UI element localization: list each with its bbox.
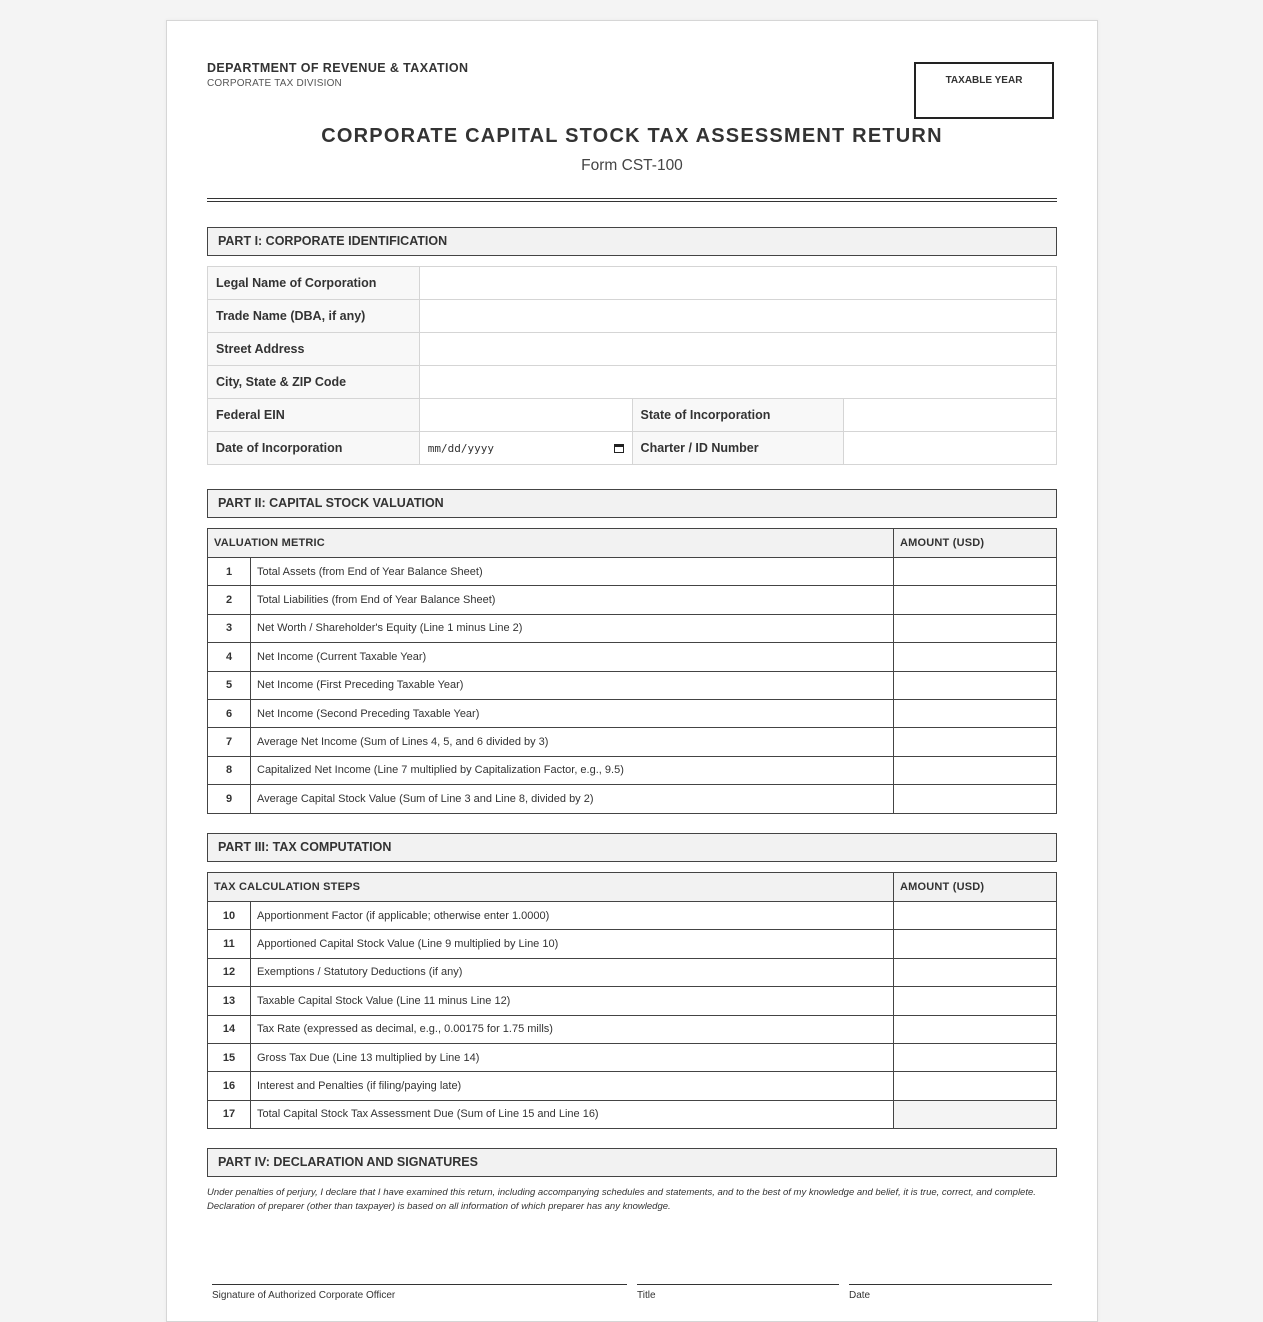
officer-signature-line[interactable] — [212, 1284, 627, 1301]
amount-input[interactable] — [895, 735, 1055, 749]
table-row — [208, 366, 1057, 399]
date-label: Date — [849, 1290, 871, 1301]
line-description: Net Income (Current Taxable Year) — [251, 643, 894, 671]
table-row — [208, 699, 1057, 727]
amount-input[interactable] — [895, 621, 1055, 635]
corporate-identification-table — [207, 266, 1057, 465]
date-placeholder: mm/dd/yyyy — [427, 441, 495, 455]
street-address-input[interactable] — [428, 341, 1052, 357]
date-of-incorporation-label: Date of Incorporation — [208, 432, 420, 465]
part3-header: PART III: TAX COMPUTATION — [207, 833, 1057, 862]
form-number: Form CST-100 — [581, 157, 683, 174]
line-description: Net Worth / Shareholder's Equity (Line 1 minus Line 2) — [251, 614, 894, 642]
table-row — [208, 300, 1057, 333]
part2-header: PART II: CAPITAL STOCK VALUATION — [207, 489, 1057, 518]
line-description: Tax Rate (expressed as decimal, e.g., 0.00175 for 1.75 mills) — [251, 1015, 894, 1043]
table-row — [208, 756, 1057, 784]
amount-input[interactable] — [895, 1107, 1055, 1121]
line-description: Total Capital Stock Tax Assessment Due (Sum of Line 15 and Line 16) — [251, 1100, 894, 1128]
line-description: Average Capital Stock Value (Sum of Line 3 and Line 8, divided by 2) — [251, 785, 894, 813]
table-row — [208, 728, 1057, 756]
tax-steps-header: TAX CALCULATION STEPS — [208, 873, 894, 902]
table-header-row — [208, 529, 1057, 558]
line-number: 11 — [208, 930, 251, 958]
line-description: Net Income (Second Preceding Taxable Year) — [251, 699, 894, 727]
line-number: 12 — [208, 958, 251, 986]
amount-input[interactable] — [895, 565, 1055, 579]
line-number: 15 — [208, 1043, 251, 1071]
state-of-incorporation-input[interactable] — [852, 407, 1052, 423]
line-number: 8 — [208, 756, 251, 784]
table-row — [208, 987, 1057, 1015]
table-row — [208, 930, 1057, 958]
trade-name-label: Trade Name (DBA, if any) — [208, 300, 420, 333]
calendar-icon[interactable] — [614, 444, 624, 453]
line-number: 10 — [208, 902, 251, 930]
amount-input[interactable] — [895, 965, 1055, 979]
line-description: Apportionment Factor (if applicable; otherwise enter 1.0000) — [251, 902, 894, 930]
division-name: CORPORATE TAX DIVISION — [207, 78, 342, 89]
officer-signature-label: Signature of Authorized Corporate Officer — [212, 1290, 396, 1301]
form-title: CORPORATE CAPITAL STOCK TAX ASSESSMENT RETURN — [321, 125, 943, 147]
table-row — [208, 671, 1057, 699]
line-number: 9 — [208, 785, 251, 813]
header-divider — [207, 198, 1057, 202]
part4-header: PART IV: DECLARATION AND SIGNATURES — [207, 1148, 1057, 1177]
part1-header: PART I: CORPORATE IDENTIFICATION — [207, 227, 1057, 256]
department-block — [207, 61, 468, 89]
table-row — [208, 1043, 1057, 1071]
amount-input[interactable] — [895, 937, 1055, 951]
city-state-zip-input[interactable] — [428, 374, 1052, 390]
line-number: 7 — [208, 728, 251, 756]
taxable-year-box — [914, 62, 1054, 119]
amount-input[interactable] — [895, 1022, 1055, 1036]
amount-input[interactable] — [895, 707, 1055, 721]
amount-input[interactable] — [895, 1079, 1055, 1093]
table-header-row — [208, 873, 1057, 902]
date-signature-line[interactable] — [849, 1284, 1052, 1301]
declaration-text: Under penalties of perjury, I declare that I have examined this return, including accompanying schedules and statements, and to the best of my knowledge and belief, it is true, correct, and complete. Declaration of preparer (other than taxpayer) is based on all information of which preparer has any knowledge. — [207, 1187, 1036, 1212]
line-number: 1 — [208, 558, 251, 586]
table-row — [208, 586, 1057, 614]
taxable-year-label: TAXABLE YEAR — [945, 75, 1023, 86]
date-of-incorporation-input[interactable] — [428, 442, 624, 455]
taxable-year-input[interactable] — [922, 92, 1046, 110]
charter-id-label: Charter / ID Number — [632, 432, 844, 465]
state-of-incorporation-label: State of Incorporation — [632, 399, 844, 432]
line-number: 2 — [208, 586, 251, 614]
line-number: 16 — [208, 1072, 251, 1100]
line-description: Gross Tax Due (Line 13 multiplied by Line 14) — [251, 1043, 894, 1071]
line-number: 14 — [208, 1015, 251, 1043]
line-description: Total Assets (from End of Year Balance Sheet) — [251, 558, 894, 586]
federal-ein-label: Federal EIN — [208, 399, 420, 432]
department-name: DEPARTMENT OF REVENUE & TAXATION — [207, 61, 469, 75]
line-description: Net Income (First Preceding Taxable Year) — [251, 671, 894, 699]
table-row — [208, 958, 1057, 986]
line-description: Taxable Capital Stock Value (Line 11 minus Line 12) — [251, 987, 894, 1015]
line-description: Capitalized Net Income (Line 7 multiplied by Capitalization Factor, e.g., 9.5) — [251, 756, 894, 784]
line-number: 3 — [208, 614, 251, 642]
line-number: 13 — [208, 987, 251, 1015]
line-description: Total Liabilities (from End of Year Balance Sheet) — [251, 586, 894, 614]
amount-header: AMOUNT (USD) — [894, 873, 1057, 902]
line-number: 4 — [208, 643, 251, 671]
table-row — [208, 1072, 1057, 1100]
table-row — [208, 267, 1057, 300]
amount-input[interactable] — [895, 763, 1055, 777]
street-address-label: Street Address — [208, 333, 420, 366]
amount-input[interactable] — [895, 650, 1055, 664]
amount-input[interactable] — [895, 909, 1055, 923]
city-state-zip-label: City, State & ZIP Code — [208, 366, 420, 399]
amount-input[interactable] — [895, 994, 1055, 1008]
table-row — [208, 643, 1057, 671]
table-row — [208, 1015, 1057, 1043]
tax-computation-table — [207, 872, 1057, 1129]
line-number: 17 — [208, 1100, 251, 1128]
title-label: Title — [637, 1290, 656, 1301]
table-row — [208, 902, 1057, 930]
line-description: Interest and Penalties (if filing/paying late) — [251, 1072, 894, 1100]
amount-input[interactable] — [895, 678, 1055, 692]
charter-id-input[interactable] — [852, 440, 1052, 456]
amount-input[interactable] — [895, 792, 1055, 806]
line-description: Average Net Income (Sum of Lines 4, 5, and 6 divided by 3) — [251, 728, 894, 756]
amount-input[interactable] — [895, 593, 1055, 607]
table-row — [208, 399, 1057, 432]
table-row — [208, 614, 1057, 642]
capital-stock-valuation-table — [207, 528, 1057, 814]
line-number: 5 — [208, 671, 251, 699]
line-description: Apportioned Capital Stock Value (Line 9 multiplied by Line 10) — [251, 930, 894, 958]
table-row — [208, 785, 1057, 813]
amount-input[interactable] — [895, 1051, 1055, 1065]
table-row — [208, 333, 1057, 366]
table-row — [208, 558, 1057, 586]
amount-header: AMOUNT (USD) — [894, 529, 1057, 558]
table-row — [208, 1100, 1057, 1128]
federal-ein-input[interactable] — [428, 407, 628, 423]
line-description: Exemptions / Statutory Deductions (if any) — [251, 958, 894, 986]
title-signature-line[interactable] — [637, 1284, 839, 1301]
table-row — [208, 432, 1057, 465]
trade-name-input[interactable] — [428, 308, 1052, 324]
form-page — [166, 20, 1098, 1322]
legal-name-label: Legal Name of Corporation — [208, 267, 420, 300]
line-number: 6 — [208, 699, 251, 727]
legal-name-input[interactable] — [428, 275, 1052, 291]
valuation-metric-header: VALUATION METRIC — [208, 529, 894, 558]
